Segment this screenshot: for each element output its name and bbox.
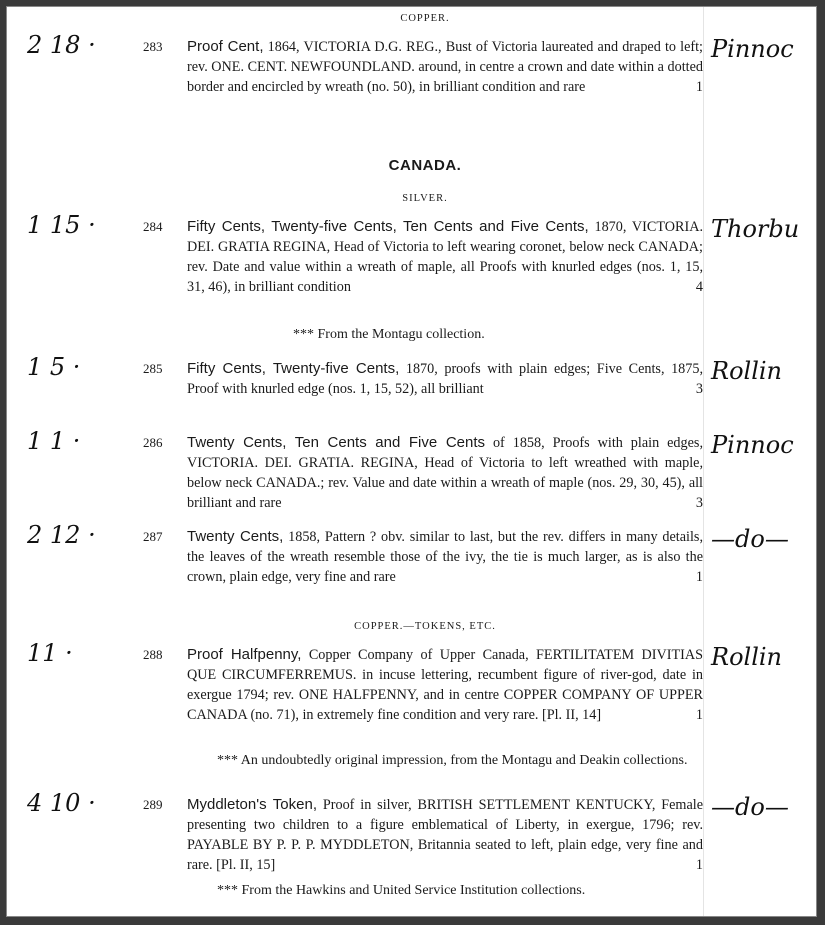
lot-quantity: 1 (695, 857, 703, 873)
lot-description (187, 795, 703, 875)
lot-quantity: 1 (695, 79, 703, 95)
heading-copper: COPPER. (400, 13, 450, 24)
lot-text: Proof in silver, BRITISH SETTLEMENT KENTUCKY, Female presenting two children to a figure emblematical of Liberty, in exergue, 1796; rev. PAYABLE BY P. P. P. MYDDLETON, Britannia seated to left, plain edge, very fine and rare. [Pl. II, 15] (187, 797, 703, 873)
lot-title: Proof Halfpenny, (187, 646, 302, 663)
lot-description (187, 37, 703, 97)
buyer-annotation: —do— (711, 793, 789, 821)
lot-description (187, 217, 703, 297)
lot-number: 285 (143, 361, 163, 376)
lot-note: *** From the Montagu collection. (293, 327, 485, 342)
lot-price: 4 10 · (27, 789, 96, 817)
buyer-annotation: Rollin (711, 357, 783, 385)
lot-title: Fifty Cents, Twenty-five Cents, (187, 360, 400, 377)
buyer-annotation: Rollin (711, 643, 783, 671)
lot-title: Fifty Cents, Twenty-five Cents, Ten Cents and Five Cents, (187, 218, 589, 235)
lot-number: 283 (143, 39, 163, 54)
buyer-annotation: Pinnoc (711, 35, 794, 63)
lot-text: of 1858, Proofs with plain edges, VICTORIA. DEI. GRATIA. REGINA, Head of Victoria to left wreathed with maple, below neck CANADA.; rev. Value and date within a wreath of maple (nos. 29, 30, 45), all brilliant and rare (187, 435, 703, 511)
lot-title: Myddleton's Token, (187, 796, 317, 813)
lot-description (187, 359, 703, 399)
heading-copper-tokens: COPPER.—TOKENS, ETC. (354, 621, 496, 632)
lot-text: 1870, proofs with plain edges; Five Cents, 1875, Proof with knurled edge (nos. 1, 15, 52), all brilliant (187, 361, 703, 397)
lot-price: 1 1 · (27, 427, 81, 455)
buyer-annotation: —do— (711, 525, 789, 553)
lot-price: 1 5 · (27, 353, 81, 381)
lot-price: 1 15 · (27, 211, 96, 239)
lot-price: 2 12 · (27, 521, 96, 549)
lot-number: 289 (143, 797, 163, 812)
lot-quantity: 1 (695, 707, 703, 723)
lot-description (187, 433, 703, 513)
heading-silver: SILVER. (402, 193, 448, 204)
lot-text: 1858, Pattern ? obv. similar to last, but the rev. differs in many details, the leaves of the wreath resemble those of the ivy, the tie is much larger, as is also the crown, plain edge, very fine and rare (187, 529, 704, 585)
lot-title: Twenty Cents, Ten Cents and Five Cents (187, 434, 485, 451)
buyer-annotation: Pinnoc (711, 431, 794, 459)
lot-text: 1864, VICTORIA D.G. REG., Bust of Victoria laureated and draped to left; rev. ONE. CENT. NEWFOUNDLAND. around, in centre a crown and date within a dotted border and encircled by wreath (no. 50), in brilliant condition and rare (187, 39, 703, 95)
lot-note: *** From the Hawkins and United Service Institution collections. (217, 883, 586, 898)
lot-title: Twenty Cents, (187, 528, 284, 545)
lot-price: 11 · (27, 639, 73, 667)
lot-text: 1870, VICTORIA. DEI. GRATIA REGINA, Head of Victoria to left wearing coronet, below neck CANADA; rev. Date and value within a wreath of maple, all Proofs with knurled edges (nos. 1, 15, 31, 46), in brilliant condition (187, 219, 703, 295)
lot-text: Copper Company of Upper Canada, FERTILITATEM DIVITIAS QUE CIRCUMFERREMUS. in incuse lettering, recumbent figure of river-god, date in exergue 1794; rev. ONE HALFPENNY, and in centre COPPER COMPANY OF UPPER CANADA (no. 71), in extremely fine condition and very rare. [Pl. II, 14] (187, 647, 703, 723)
lot-number: 287 (143, 529, 163, 544)
buyer-annotation: Thorbu (711, 215, 800, 243)
lot-note: *** An undoubtedly original impression, from the Montagu and Deakin collections. (217, 753, 688, 768)
lot-description (187, 527, 703, 587)
lot-quantity: 3 (695, 381, 703, 397)
heading-canada: CANADA. (388, 157, 462, 174)
lot-number: 286 (143, 435, 163, 450)
lot-quantity: 4 (695, 279, 703, 295)
lot-quantity: 1 (695, 569, 703, 585)
lot-price: 2 18 · (27, 31, 96, 59)
lot-number: 284 (143, 219, 163, 234)
lot-number: 288 (143, 647, 163, 662)
catalogue-page (6, 6, 817, 917)
lot-quantity: 3 (695, 495, 703, 511)
lot-title: Proof Cent, (187, 38, 264, 55)
margin-rule (703, 7, 704, 916)
lot-description (187, 645, 703, 725)
